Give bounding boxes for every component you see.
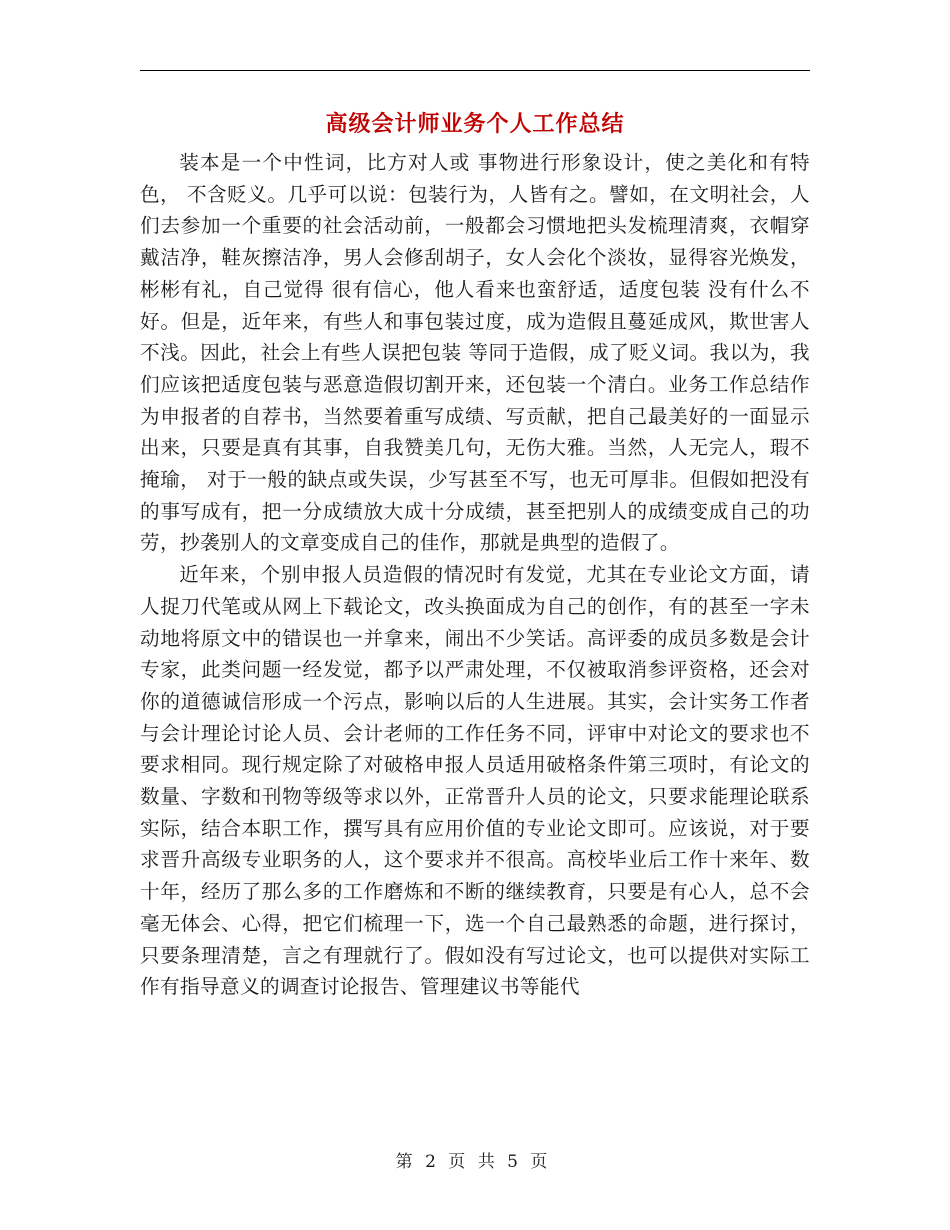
header-rule — [140, 70, 810, 71]
footer-total-word: 共 — [477, 1152, 495, 1172]
document-body — [140, 147, 810, 1003]
body-paragraph-1: 装本是一个中性词，比方对人或 事物进行形象设计，使之美化和有特色， 不含贬义。几乎可以说：包装行为，人皆有之。譬如，在文明社会，人们去参加一个重要的社会活动前，一般都会习惯地把头发梳理清爽，衣帽穿戴洁净，鞋灰擦洁净，男人会修刮胡子，女人会化个淡妆，显得容光焕发，彬彬有礼，自己觉得 很有信心，他人看来也蛮舒适，适度包装 没有什么不好。但是，近年来，有些人和事包装过度，成为造假且蔓延成风，欺世害人不浅。因此，社会上有些人误把包装 等同于造假，成了贬义词。我以为，我们应该把适度包装与恶意造假切割开来，还包装一个清白。业务工作总结作为申报者的自荐书，当然要着重写成绩、写贡献，把自己最美好的一面显示出来，只要是真有其事，自我赞美几句，无伤大雅。当然，人无完人，瑕不掩瑜， 对于一般的缺点或失误，少写甚至不写，也无可厚非。但假如把没有的事写成有，把一分成绩放大成十分成绩，甚至把别人的成绩变成自己的功劳，抄袭别人的文章变成自己的佳作，那就是典型的造假了。 — [140, 151, 810, 555]
footer-page-word: 页 — [448, 1152, 466, 1172]
footer-current-page: 2 — [425, 1152, 436, 1172]
footer-total-pages: 5 — [507, 1152, 518, 1172]
footer-suffix: 页 — [530, 1152, 548, 1172]
body-paragraph-2: 近年来，个别申报人员造假的情况时有发觉，尤其在专业论文方面，请人捉刀代笔或从网上下载论文，改头换面成为自己的创作，有的甚至一字未动地将原文中的错误也一并拿来，闹出不少笑话。高评委的成员多数是会计专家，此类问题一经发觉，都予以严肃处理，不仅被取消参评资格，还会对你的道德诚信形成一个污点，影响以后的人生进展。其实，会计实务工作者与会计理论讨论人员、会计老师的工作任务不同，评审中对论文的要求也不要求相同。现行规定除了对破格申报人员适用破格条件第三项时，有论文的数量、字数和刊物等级等求以外，正常晋升人员的论文，只要求能理论联系实际，结合本职工作，撰写具有应用价值的专业论文即可。应该说，对于要求晋升高级专业职务的人，这个要求并不很高。高校毕业后工作十来年、数十年，经历了那么多的工作磨炼和不断的继续教育，只要是有心人，总不会毫无体会、心得，把它们梳理一下，选一个自己最熟悉的命题，进行探讨，只要条理清楚，言之有理就行了。假如没有写过论文，也可以提供对实际工作有指导意义的调查讨论报告、管理建议书等能代 — [140, 563, 810, 999]
page-footer — [0, 1150, 950, 1174]
document-title: 高级会计师业务个人工作总结 — [325, 112, 625, 137]
footer-prefix: 第 — [395, 1152, 413, 1172]
